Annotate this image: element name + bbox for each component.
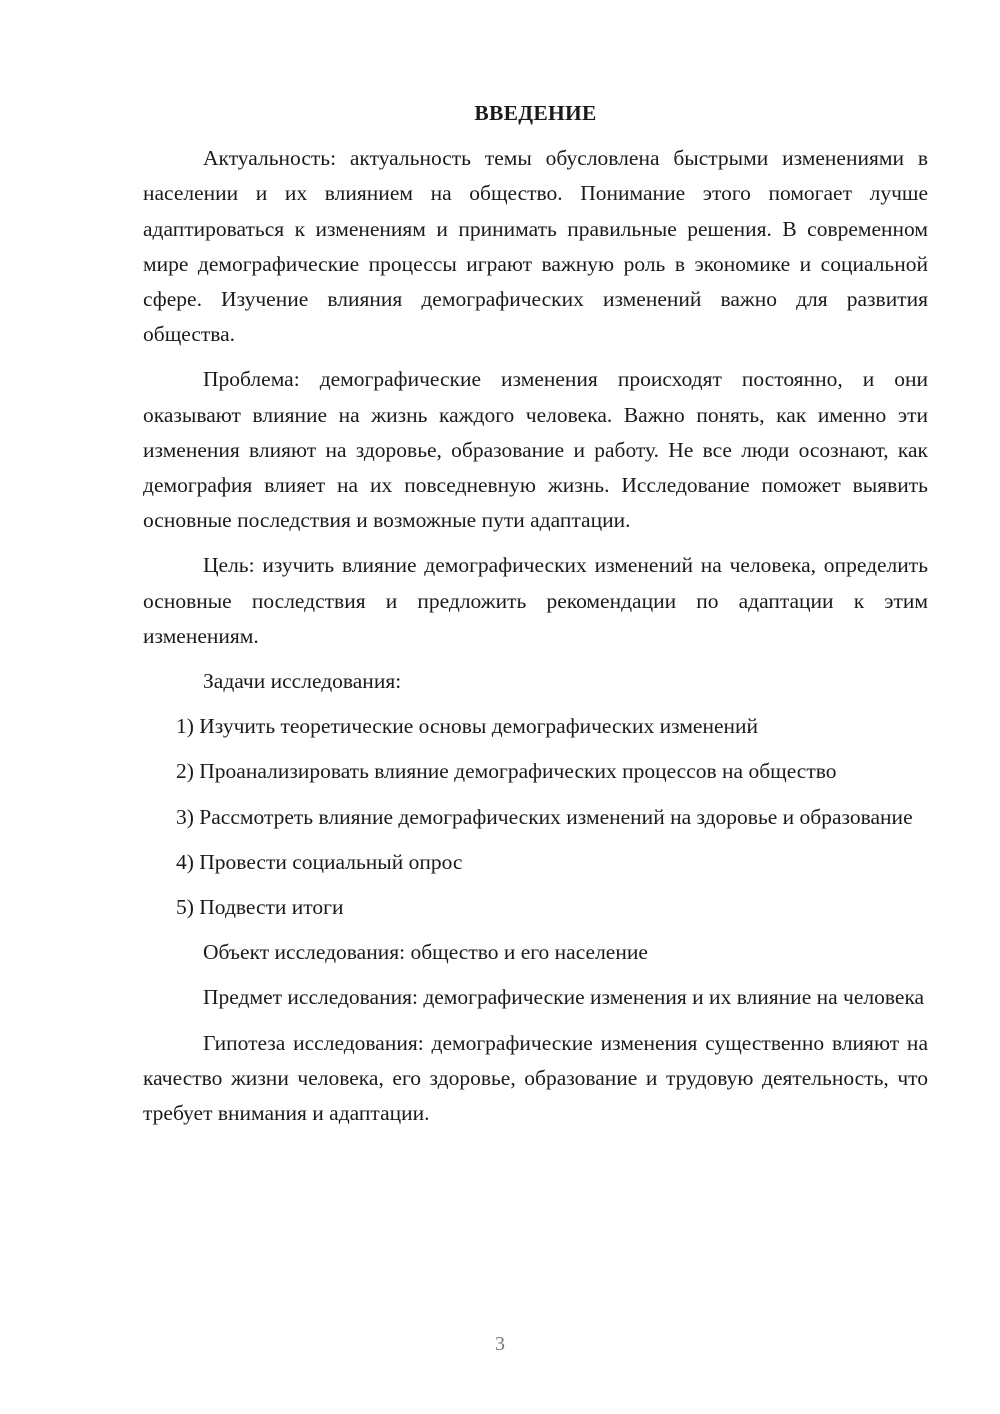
task-item: 5) Подвести итоги bbox=[176, 895, 344, 920]
task-item: 2) Проанализировать влияние демографических процессов на общество bbox=[176, 759, 837, 784]
page-number: 3 bbox=[495, 1333, 505, 1355]
task-item: 3) Рассмотреть влияние демографических изменений на здоровье и образование bbox=[176, 804, 913, 829]
tasks-list bbox=[143, 709, 928, 925]
problem-paragraph: Проблема: демографические изменения происходят постоянно, и они оказывают влияние на жизнь каждого человека. Важно понять, как именно эти изменения влияют на здоровье, образование и работу. Не все люди осознают, как демография влияет на их повседневную жизнь. Исследование поможет выявить основные последствия и возможные пути адаптации. bbox=[143, 367, 928, 533]
section-heading: ВВЕДЕНИЕ bbox=[474, 101, 597, 125]
research-object-paragraph: Объект исследования: общество и его население bbox=[203, 940, 648, 965]
goal-paragraph: Цель: изучить влияние демографических изменений на человека, определить основные последствия и предложить рекомендации по адаптации к этим изменениям. bbox=[143, 553, 928, 648]
task-item: 4) Провести социальный опрос bbox=[176, 849, 463, 874]
tasks-title: Задачи исследования: bbox=[203, 669, 402, 694]
page-content bbox=[143, 96, 928, 1141]
research-subject-paragraph: Предмет исследования: демографические изменения и их влияние на человека bbox=[203, 985, 925, 1010]
hypothesis-paragraph: Гипотеза исследования: демографические изменения существенно влияют на качество жизни человека, его здоровье, образование и трудовую деятельность, что требует внимания и адаптации. bbox=[143, 1030, 928, 1126]
task-item: 1) Изучить теоретические основы демографических изменений bbox=[176, 714, 759, 739]
relevance-paragraph: Актуальность: актуальность темы обусловлена быстрыми изменениями в населении и их влиянием на общество. Понимание этого помогает лучше адаптироваться к изменениям и принимать правильные решения. В современном мире демографические процессы играют важную роль в экономике и социальной сфере. Изучение влияния демографических изменений важно для развития общества. bbox=[143, 146, 928, 347]
